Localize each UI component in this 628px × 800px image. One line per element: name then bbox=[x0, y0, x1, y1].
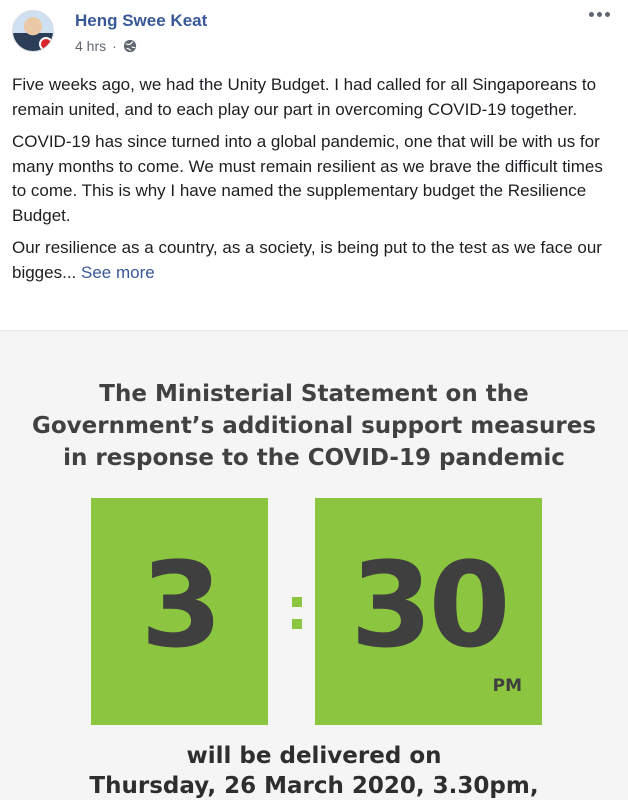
image-footer-line: will be delivered on bbox=[186, 743, 442, 769]
time-colon bbox=[292, 597, 304, 641]
image-headline bbox=[0, 378, 628, 474]
hour-digit: 3 bbox=[140, 536, 219, 674]
dot-icon bbox=[605, 12, 610, 17]
post-meta bbox=[75, 38, 137, 54]
post-time[interactable]: 4 hrs bbox=[75, 38, 107, 54]
author-name[interactable]: Heng Swee Keat bbox=[75, 11, 208, 30]
minute-digits: 30 bbox=[350, 536, 507, 674]
headline-line: The Ministerial Statement on the bbox=[99, 381, 529, 407]
dot-icon bbox=[589, 12, 594, 17]
minute-tile bbox=[315, 498, 542, 725]
period-label: PM bbox=[492, 676, 522, 696]
dot-icon bbox=[597, 12, 602, 17]
globe-icon[interactable] bbox=[123, 39, 137, 53]
post-paragraph-last bbox=[12, 236, 612, 285]
meta-separator: · bbox=[112, 38, 117, 54]
headline-line: Government’s additional support measures bbox=[31, 413, 597, 439]
more-options-button[interactable] bbox=[589, 12, 610, 17]
see-more-link[interactable]: See more bbox=[81, 262, 155, 282]
image-footer-line: Thursday, 26 March 2020, 3.30pm, bbox=[89, 773, 539, 799]
colon-dot bbox=[292, 597, 302, 607]
avatar[interactable] bbox=[12, 10, 54, 52]
colon-dot bbox=[292, 619, 302, 629]
post-paragraph: Five weeks ago, we had the Unity Budget. I had called for all Singaporeans to remain united, and to each play our part in overcoming COVID-19 together. bbox=[12, 75, 597, 119]
hour-tile bbox=[91, 498, 268, 725]
post-image[interactable] bbox=[0, 331, 628, 800]
post-text bbox=[12, 73, 612, 293]
headline-line: in response to the COVID-19 pandemic bbox=[63, 445, 565, 471]
party-badge-icon bbox=[39, 37, 53, 51]
post-paragraph-text: Our resilience as a country, as a society, is being put to the test as we face our bigges... bbox=[12, 238, 602, 282]
post-paragraph: COVID-19 has since turned into a global pandemic, one that will be with us for many months to come. We must remain resilient as we brave the difficult times to come. This is why I have named the supplementary budget the Resilience Budget. bbox=[12, 132, 603, 225]
